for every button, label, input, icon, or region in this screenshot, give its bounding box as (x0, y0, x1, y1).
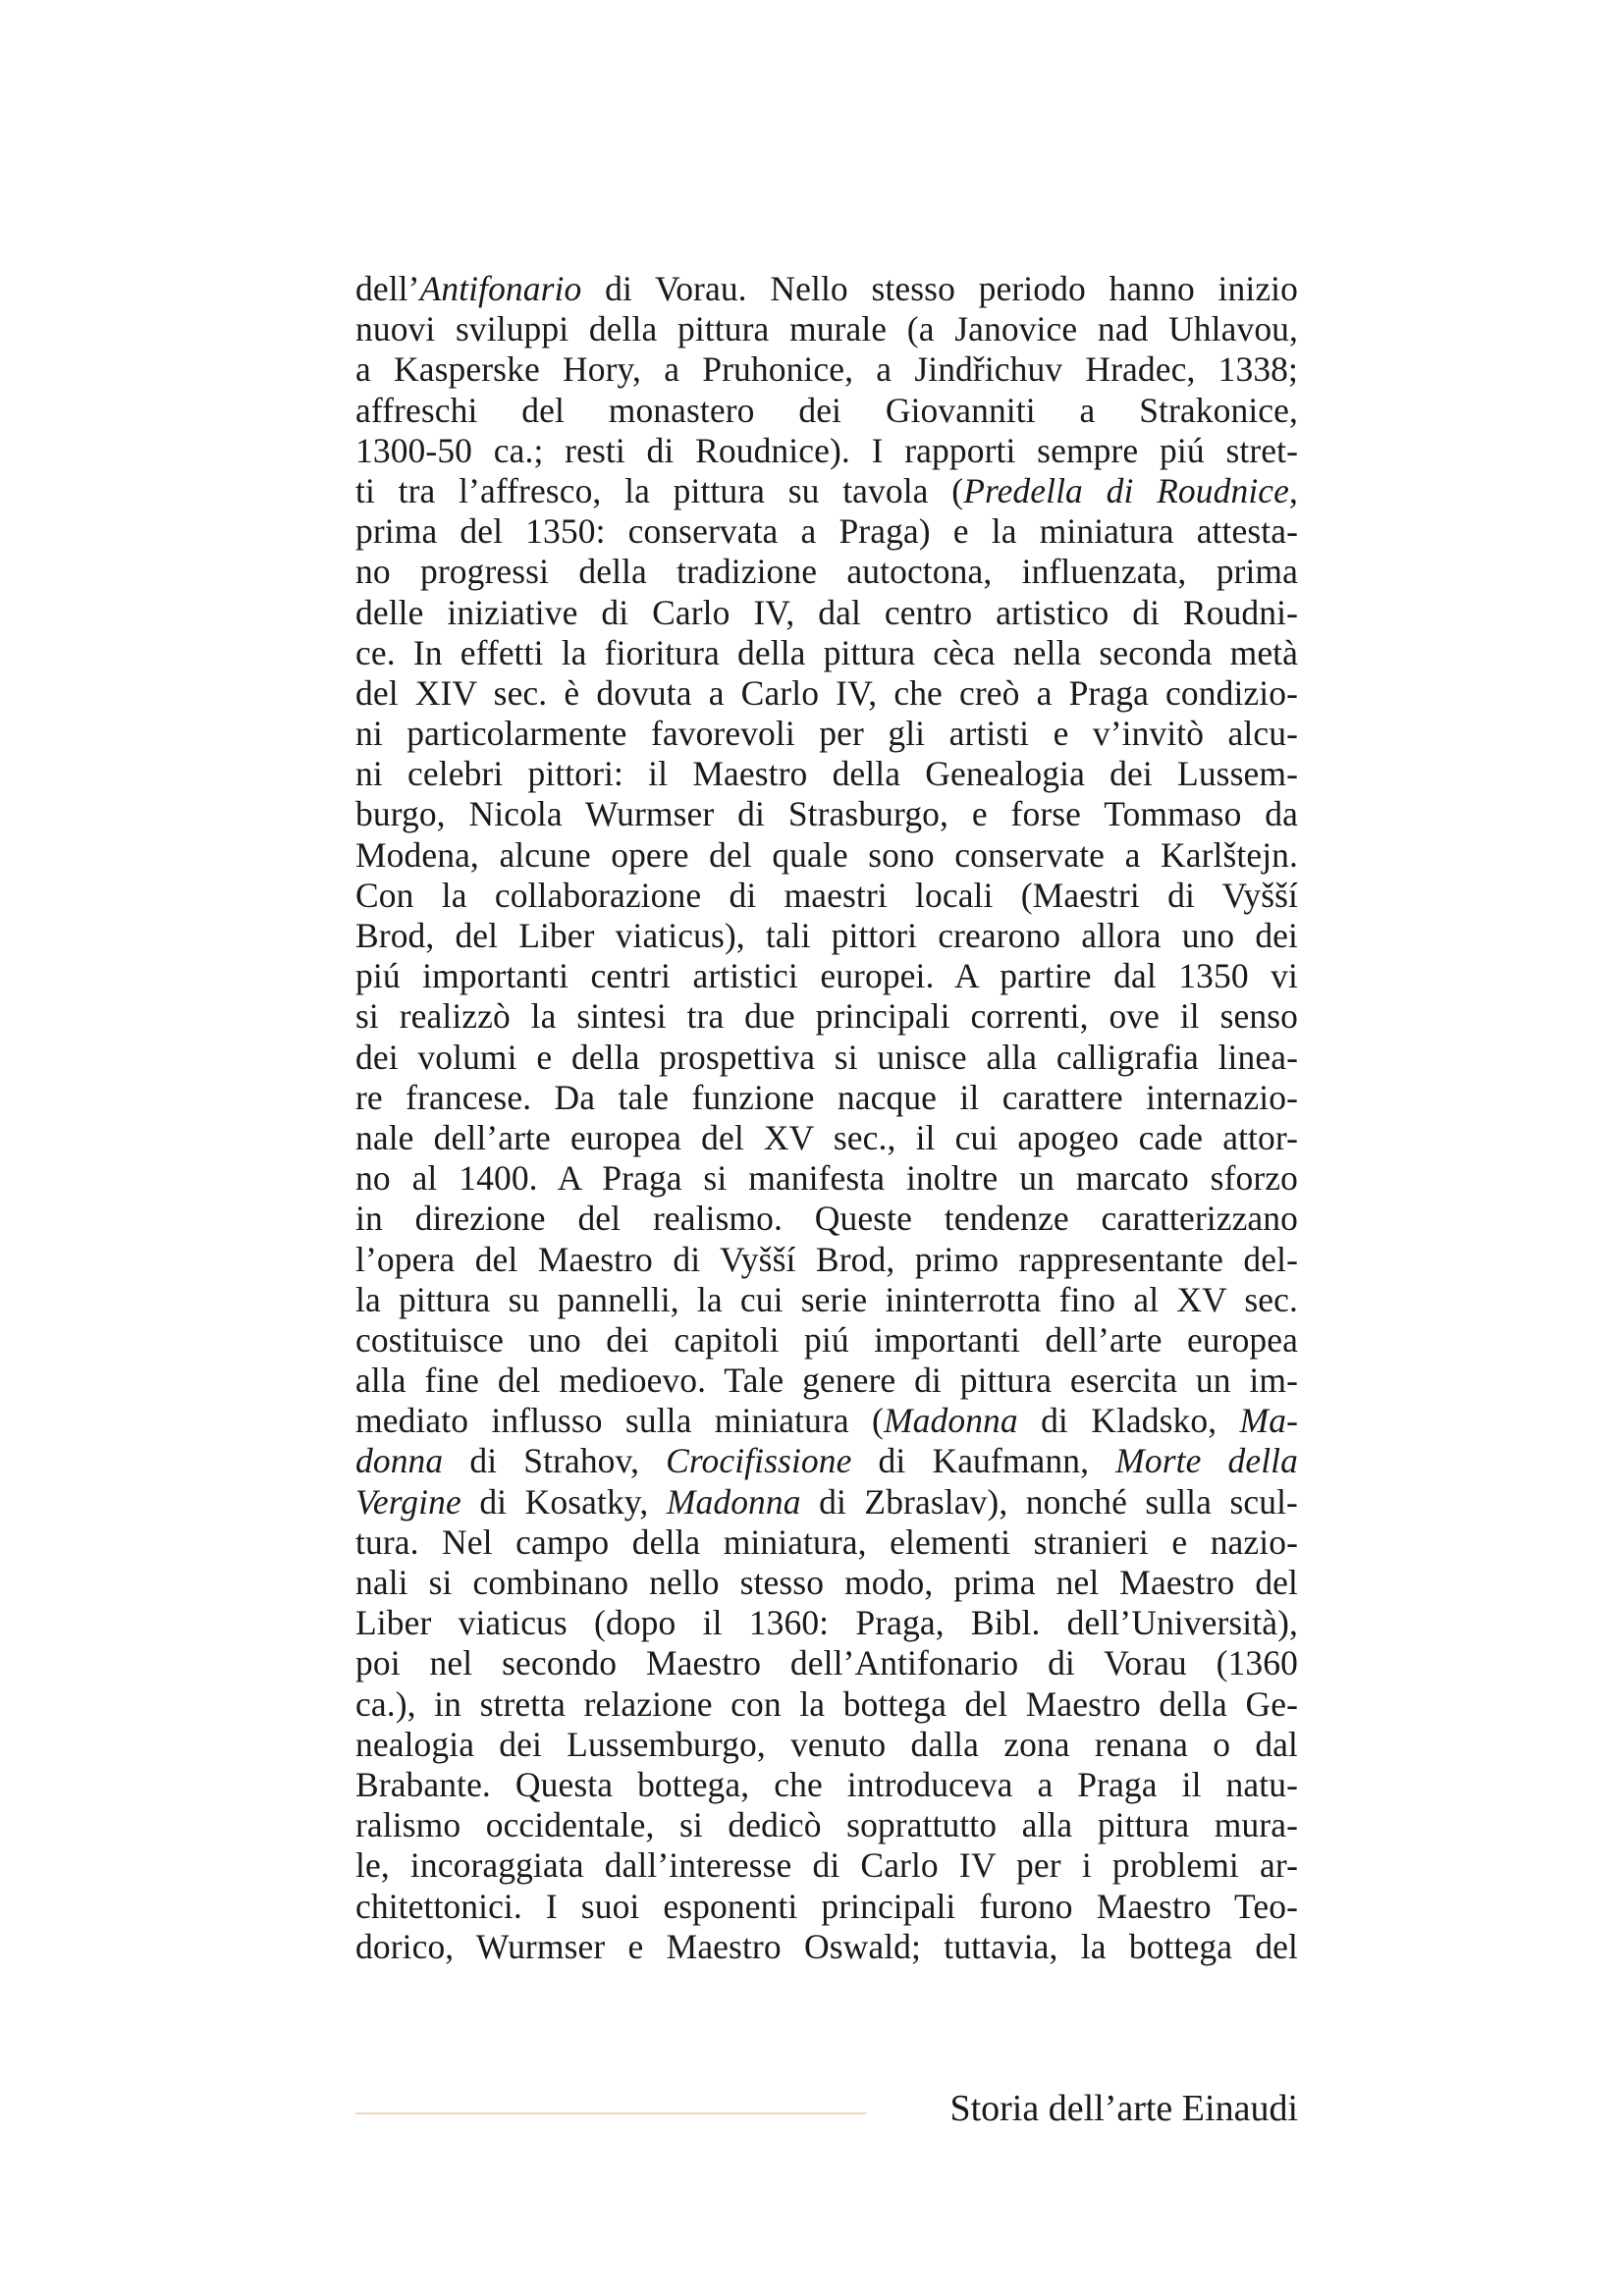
text-run: di Zbraslav), nonché sulla scul- (800, 1481, 1298, 1522)
text-line (355, 794, 1298, 834)
text-line (355, 1805, 1298, 1845)
body-text (355, 269, 1298, 1967)
text-run: del XIV sec. è dovuta a Carlo IV, che creò a Praga condizio- (355, 672, 1298, 713)
text-line (355, 1038, 1298, 1078)
text-run: di Vorau. Nello stesso periodo hanno inizio (581, 269, 1298, 308)
italic-title: Antifonario (419, 269, 582, 308)
text-run: costituisce uno dei capitoli piú importanti dell’arte europea (355, 1319, 1298, 1360)
italic-title: Crocifissione (666, 1441, 852, 1481)
text-run: Brabante. Questa bottega, che introduceva a Praga il natu- (355, 1764, 1298, 1804)
text-run: in direzione del realismo. Queste tendenze caratterizzano (355, 1199, 1298, 1239)
text-run: tura. Nel campo della miniatura, elementi stranieri e nazio- (355, 1522, 1298, 1562)
text-run: nali si combinano nello stesso modo, prima nel Maestro del (355, 1563, 1298, 1602)
text-line (355, 1280, 1298, 1320)
text-run: dell’ (355, 269, 420, 308)
text-run: no progressi della tradizione autoctona, influenzata, prima (355, 552, 1298, 592)
text-line (355, 391, 1298, 431)
text-run: 1300-50 ca.; resti di Roudnice). I rapporti sempre piú stret- (355, 430, 1298, 470)
text-line (355, 1158, 1298, 1199)
italic-title: Morte della (1115, 1441, 1298, 1481)
text-run: ralismo occidentale, si dedicò soprattutto alla pittura mura- (355, 1805, 1298, 1845)
text-run: di Kladsko, (1017, 1401, 1240, 1441)
text-run: alla fine del medioevo. Tale genere di pittura esercita un im- (355, 1361, 1298, 1401)
text-run: mediato influsso sulla miniatura ( (355, 1401, 884, 1441)
text-line (355, 1603, 1298, 1643)
text-line (355, 1845, 1298, 1886)
text-line (355, 633, 1298, 673)
text-run: l’opera del Maestro di Vyšší Brod, primo rappresentante del- (355, 1239, 1298, 1279)
text-run: Con la collaborazione di maestri locali (Maestri di Vyšší (355, 875, 1298, 915)
text-run: chitettonici. I suoi esponenti principali furono Maestro Teo- (355, 1886, 1298, 1926)
text-line (355, 309, 1298, 349)
text-run: no al 1400. A Praga si manifesta inoltre un marcato sforzo (355, 1158, 1298, 1199)
text-line (355, 835, 1298, 876)
text-run: dei volumi e della prospettiva si unisce alla calligrafia linea- (355, 1037, 1298, 1077)
text-run: re francese. Da tale funzione nacque il carattere internazio- (355, 1077, 1298, 1117)
text-run: burgo, Nicola Wurmser di Strasburgo, e forse Tommaso da (355, 794, 1298, 834)
text-line (355, 1482, 1298, 1522)
text-line (355, 1563, 1298, 1603)
text-run: delle iniziative di Carlo IV, dal centro artistico di Roudni- (355, 592, 1298, 632)
text-run: ti tra l’affresco, la pittura su tavola ( (355, 470, 964, 510)
text-line (355, 471, 1298, 511)
text-run: di Kosatky, (460, 1481, 667, 1522)
text-line (355, 1643, 1298, 1683)
footer-rule (355, 2112, 866, 2114)
text-run: di Strahov, (443, 1441, 667, 1481)
italic-title: Madonna (883, 1401, 1018, 1441)
text-run: di Kaufmann, (851, 1441, 1116, 1481)
text-line (355, 876, 1298, 916)
text-run: Brod, del Liber viaticus), tali pittori crearono allora uno dei (355, 916, 1298, 955)
text-line (355, 1199, 1298, 1239)
text-line (355, 552, 1298, 592)
text-run: nealogia dei Lussemburgo, venuto dalla zona renana o dal (355, 1724, 1298, 1764)
text-line (355, 1887, 1298, 1927)
text-run: a Kasperske Hory, a Pruhonice, a Jindřichuv Hradec, 1338; (355, 349, 1298, 390)
text-line (355, 511, 1298, 552)
text-line (355, 916, 1298, 956)
italic-title: Vergine (355, 1481, 461, 1522)
italic-title: Ma- (1239, 1401, 1298, 1441)
text-run: , (1289, 470, 1298, 510)
text-run: ni celebri pittori: il Maestro della Genealogia dei Lussem- (355, 754, 1298, 794)
text-run: si realizzò la sintesi tra due principali correnti, ove il senso (355, 996, 1298, 1037)
text-line (355, 1765, 1298, 1805)
text-line (355, 1522, 1298, 1563)
footer-title: Storia dell’arte Einaudi (949, 2088, 1298, 2129)
text-line (355, 1078, 1298, 1118)
text-line (355, 1725, 1298, 1765)
text-line (355, 269, 1298, 309)
italic-title: donna (355, 1441, 444, 1481)
text-line (355, 1441, 1298, 1481)
text-run: nuovi sviluppi della pittura murale (a Janovice nad Uhlavou, (355, 309, 1298, 349)
text-run: Modena, alcune opere del quale sono conservate a Karlštejn. (355, 834, 1298, 875)
text-line (355, 1118, 1298, 1158)
text-line (355, 593, 1298, 633)
text-line (355, 431, 1298, 471)
italic-title: Madonna (666, 1481, 801, 1522)
text-line (355, 1320, 1298, 1361)
text-run: ni particolarmente favorevoli per gli artisti e v’invitò alcu- (355, 714, 1298, 754)
text-run: Liber viaticus (dopo il 1360: Praga, Bibl. dell’Università), (355, 1603, 1298, 1643)
text-line (355, 754, 1298, 794)
text-run: le, incoraggiata dall’interesse di Carlo IV per i problemi ar- (355, 1845, 1298, 1886)
text-line (355, 1240, 1298, 1280)
text-line (355, 1401, 1298, 1441)
text-run: affreschi del monastero dei Giovanniti a Strakonice, (355, 390, 1298, 430)
text-line (355, 349, 1298, 390)
text-run: la pittura su pannelli, la cui serie ininterrotta fino al XV sec. (355, 1279, 1298, 1319)
text-line (355, 1684, 1298, 1725)
text-run: ca.), in stretta relazione con la bottega del Maestro della Ge- (355, 1683, 1298, 1724)
text-run: nale dell’arte europea del XV sec., il cui apogeo cade attor- (355, 1117, 1298, 1157)
text-line (355, 956, 1298, 996)
text-run: poi nel secondo Maestro dell’Antifonario di Vorau (1360 (355, 1643, 1298, 1683)
text-line (355, 996, 1298, 1037)
text-run: piú importanti centri artistici europei. A partire dal 1350 vi (355, 956, 1298, 996)
italic-title: Predella di Roudnice (963, 470, 1290, 510)
text-line (355, 714, 1298, 754)
text-run: ce. In effetti la fioritura della pittura cèca nella seconda metà (355, 632, 1298, 672)
text-run: dorico, Wurmser e Maestro Oswald; tuttavia, la bottega del (355, 1926, 1298, 1966)
text-line (355, 1927, 1298, 1967)
text-run: prima del 1350: conservata a Praga) e la miniatura attesta- (355, 511, 1298, 552)
text-line (355, 1361, 1298, 1401)
text-line (355, 673, 1298, 714)
